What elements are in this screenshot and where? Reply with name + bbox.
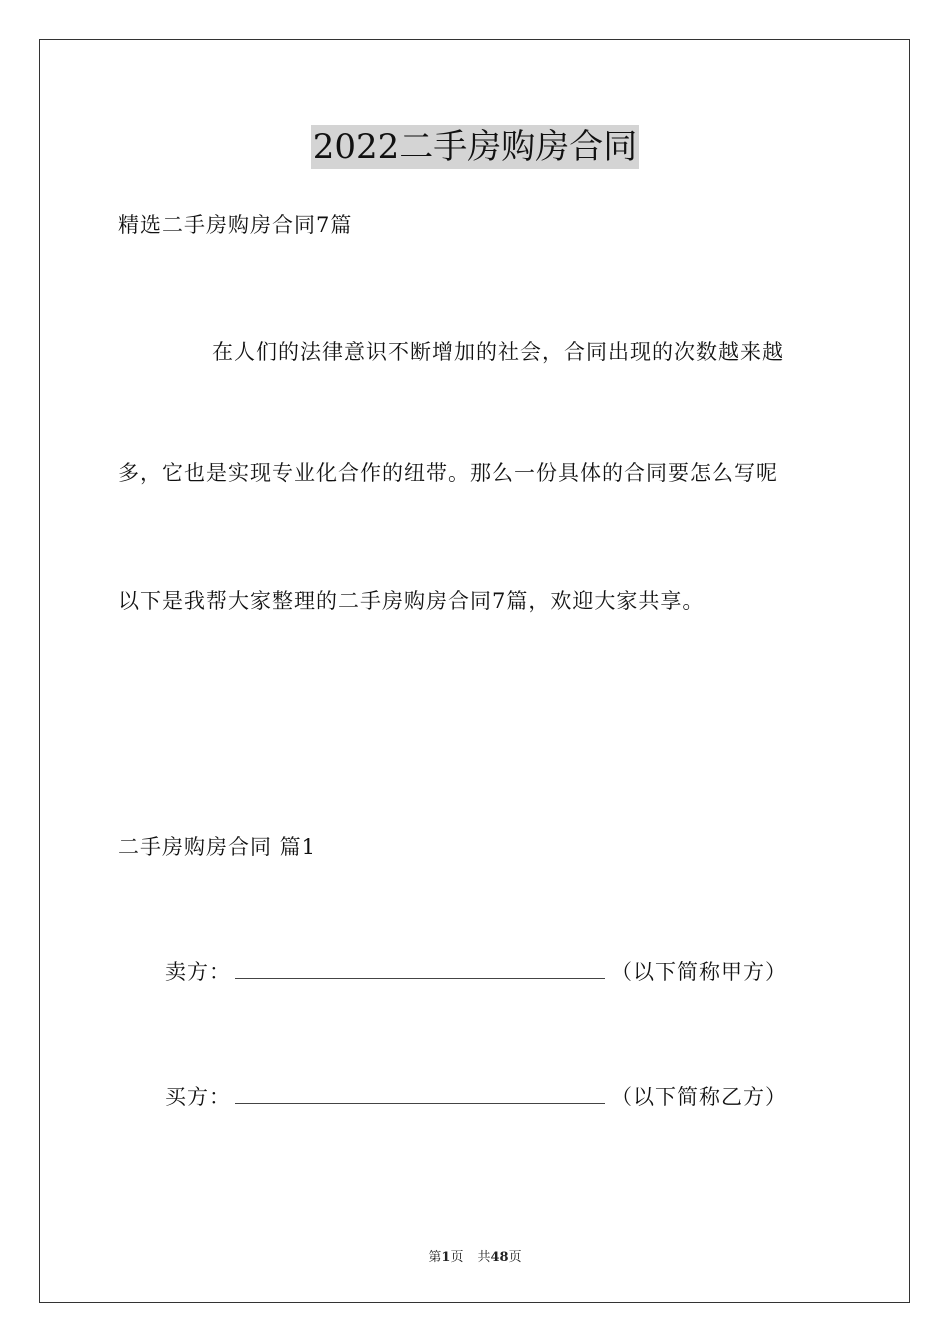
- title-container: [0, 125, 950, 169]
- page-number: 1: [441, 1250, 451, 1265]
- intro-line-3: 以下是我帮大家整理的二手房购房合同7篇，欢迎大家共享。: [118, 589, 705, 613]
- document-subtitle: 精选二手房购房合同7篇: [118, 213, 353, 237]
- buyer-row: [165, 1082, 787, 1112]
- total-prefix: 共: [477, 1250, 491, 1265]
- document-title: 2022二手房购房合同: [312, 127, 638, 167]
- page-prefix: 第: [428, 1250, 442, 1265]
- page-footer: [0, 1249, 950, 1267]
- buyer-name-blank[interactable]: [235, 1083, 605, 1104]
- buyer-label: 买方：: [165, 1085, 231, 1109]
- seller-note: （以下简称甲方）: [611, 960, 787, 984]
- intro-line-1: 在人们的法律意识不断增加的社会，合同出现的次数越来越: [212, 340, 784, 364]
- section-heading: 二手房购房合同 篇1: [118, 835, 317, 859]
- seller-row: [165, 957, 787, 987]
- total-pages: 48: [490, 1250, 509, 1265]
- seller-name-blank[interactable]: [235, 958, 605, 979]
- intro-line-2: 多，它也是实现专业化合作的纽带。那么一份具体的合同要怎么写呢: [118, 461, 778, 485]
- seller-label: 卖方：: [165, 960, 231, 984]
- buyer-note: （以下简称乙方）: [611, 1085, 787, 1109]
- page-suffix: 页: [450, 1250, 464, 1265]
- total-suffix: 页: [508, 1250, 522, 1265]
